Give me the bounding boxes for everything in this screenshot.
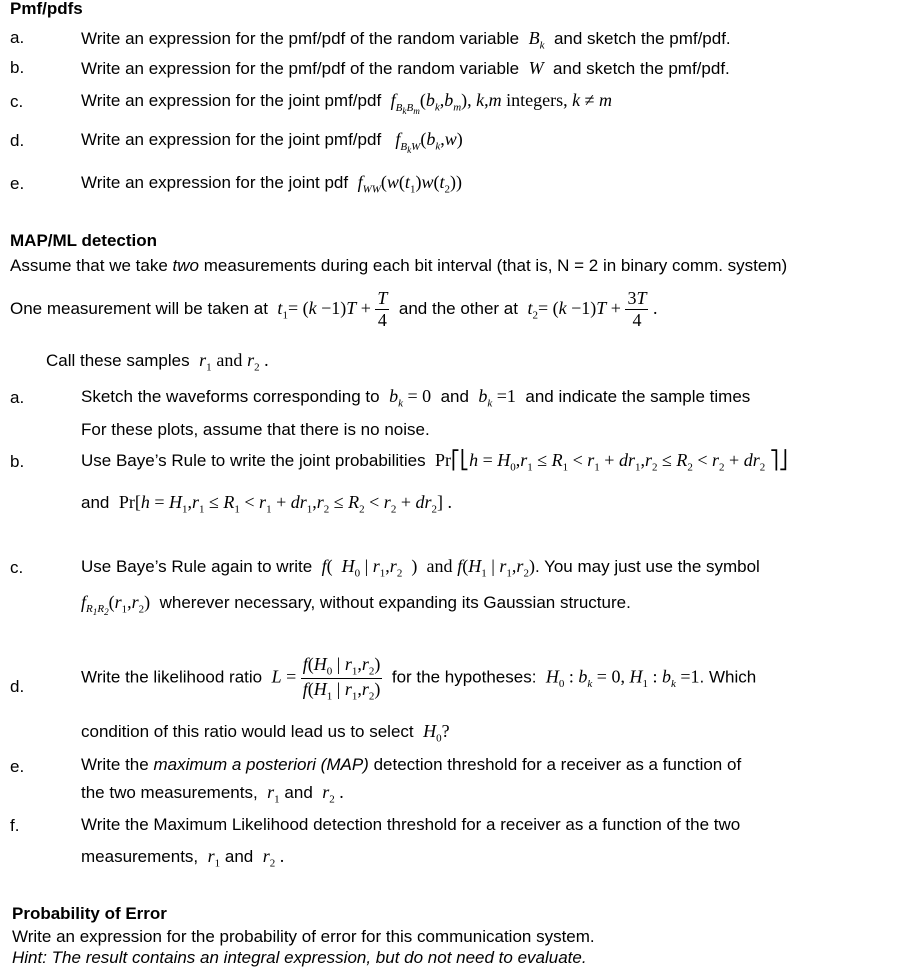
section-heading-error: Probability of Error — [12, 904, 167, 923]
section-heading-map: MAP/ML detection — [10, 231, 158, 250]
item-label: b. — [10, 452, 25, 471]
item-label: e. — [10, 757, 25, 776]
map-intro: Assume that we take two measurements during each bit interval (that is, N = 2 in binary comm. system) — [10, 256, 788, 275]
item-label: d. — [10, 131, 25, 150]
map-item-f: Write the Maximum Likelihood detection threshold for a receiver as a function of the two — [81, 815, 741, 834]
map-item-c-line2: $f_{R_1R_2}(r_1,r_2)$ wherever necessary, without expanding its Gaussian structure. — [81, 592, 631, 618]
error-hint: Hint: The result contains an integral expression, but do not need to evaluate. — [12, 948, 587, 967]
item-label: a. — [10, 28, 25, 47]
map-item-d: Write the likelihood ratio L = $\frac{f(H_0 | r_1,r_2)}{f(H_1 | r_1,r_2)}$ for the hypotheses: $H_0$ : $b_k = 0$, $H_1$ : $b_k =1$. Which — [81, 654, 757, 703]
item-label: a. — [10, 388, 25, 407]
item-label: c. — [10, 558, 24, 577]
pmf-item-c: Write an expression for the joint pmf/pdf $f_{B_kB_m}(b_k,b_m)$, k,m integers, k ≠ m — [81, 90, 613, 116]
error-text: Write an expression for the probability of error for this communication system. — [12, 927, 595, 946]
pmf-item-b: Write an expression for the pmf/pdf of the random variable W and sketch the pmf/pdf. — [81, 58, 730, 78]
section-heading-pmf: Pmf/pdfs — [10, 0, 83, 18]
map-item-e-line2: the two measurements, $r_1$ and $r_2$ . — [81, 782, 344, 806]
item-label: d. — [10, 677, 25, 696]
pmf-item-e: Write an expression for the joint pdf $f_{WW}(w(t_1)w(t_2))$ — [81, 172, 462, 196]
item-label: e. — [10, 174, 25, 193]
map-item-a-line2: For these plots, assume that there is no noise. — [81, 420, 430, 439]
map-item-f-line2: measurements, $r_1$ and $r_2$ . — [81, 846, 285, 870]
measurement-times: One measurement will be taken at $t_1= (k -1)T$ + $\frac{T}{4}$ and the other at $t_2= (k -1)T$ + $\frac{3T}{4}$ . — [10, 288, 658, 330]
call-samples: Call these samples $r_1$ and $r_2$ . — [46, 350, 269, 374]
pmf-item-d: Write an expression for the joint pmf/pdf $f_{B_kW}(b_k,w)$ — [81, 129, 463, 155]
map-item-e: Write the maximum a posteriori (MAP) detection threshold for a receiver as a function of — [81, 755, 742, 774]
map-item-b: Use Baye’s Rule to write the joint probabilities Pr⎡⎣h = $H_0,r_1 \le R_1 < r_1 + dr_1,r_2 \le R_2 < r_2 + dr_2$ ⎤⎦ — [81, 450, 788, 474]
map-item-d-line2: condition of this ratio would lead us to select $H_0$? — [81, 721, 450, 745]
map-item-a: Sketch the waveforms corresponding to $b_k = 0$ and $b_k =1$ and indicate the sample times — [81, 386, 751, 410]
item-label: c. — [10, 92, 24, 111]
item-label: b. — [10, 58, 25, 77]
map-item-c: Use Baye’s Rule again to write f( $H_0$ | $r_1,r_2$ ) and $f(H_1$ | $r_1,r_2$). You may just use the symbol — [81, 556, 760, 580]
map-item-b-line2: and $Pr[h = H_1,r_1 \le R_1 < r_1 + dr_1,r_2 \le R_2 < r_2 + dr_2]$ . — [81, 492, 452, 516]
pmf-item-a: Write an expression for the pmf/pdf of the random variable $B_k$ and sketch the pmf/pdf. — [81, 28, 731, 52]
item-label: f. — [10, 816, 20, 835]
